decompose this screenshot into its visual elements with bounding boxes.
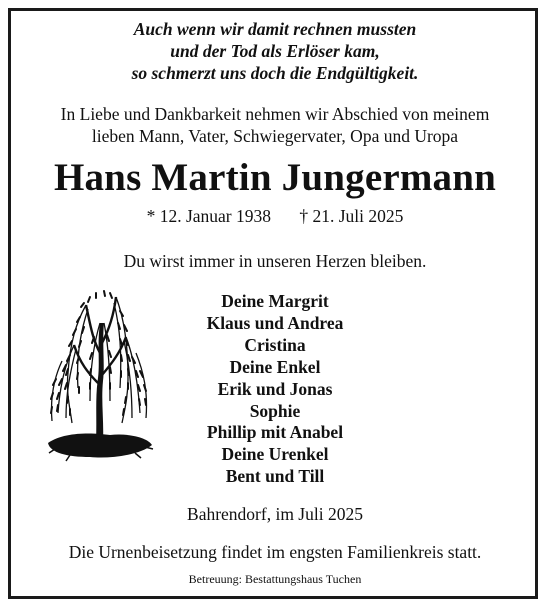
intro-line: In Liebe und Dankbarkeit nehmen wir Abschied von meinem [60, 104, 490, 124]
family-line: Bent und Till [225, 466, 325, 487]
memory-line: Du wirst immer in unseren Herzen bleiben. [123, 251, 427, 271]
quote-line: Auch wenn wir damit rechnen mussten [133, 19, 417, 39]
family-line: Klaus und Andrea [206, 312, 344, 333]
weeping-willow-icon [40, 283, 160, 468]
family-line: Cristina [244, 334, 306, 355]
family-list [145, 291, 405, 488]
quote-line: so schmerzt uns doch die Endgültigkeit. [131, 63, 419, 83]
quote-line: und der Tod als Erlöser kam, [170, 41, 380, 61]
deceased-name: Hans Martin Jungermann [53, 156, 497, 199]
family-line: Deine Margrit [221, 291, 329, 311]
family-line: Sophie [249, 400, 301, 421]
place-date: Bahrendorf, im Juli 2025 [187, 504, 363, 524]
family-line: Phillip mit Anabel [206, 422, 344, 443]
family-line: Deine Urenkel [221, 444, 329, 465]
death-date: † 21. Juli 2025 [299, 206, 404, 226]
intro-line: lieben Mann, Vater, Schwiegervater, Opa und Uropa [91, 126, 459, 146]
opening-quote [0, 18, 550, 84]
farewell-intro [0, 103, 550, 147]
burial-note: Die Urnenbeisetzung findet im engsten Familienkreis statt. [68, 542, 482, 562]
family-line: Deine Enkel [229, 356, 321, 377]
birth-date: * 12. Januar 1938 [146, 206, 271, 226]
life-dates [0, 205, 550, 227]
family-line: Erik und Jonas [217, 378, 333, 399]
care-note: Betreuung: Bestattungshaus Tuchen [188, 572, 362, 586]
